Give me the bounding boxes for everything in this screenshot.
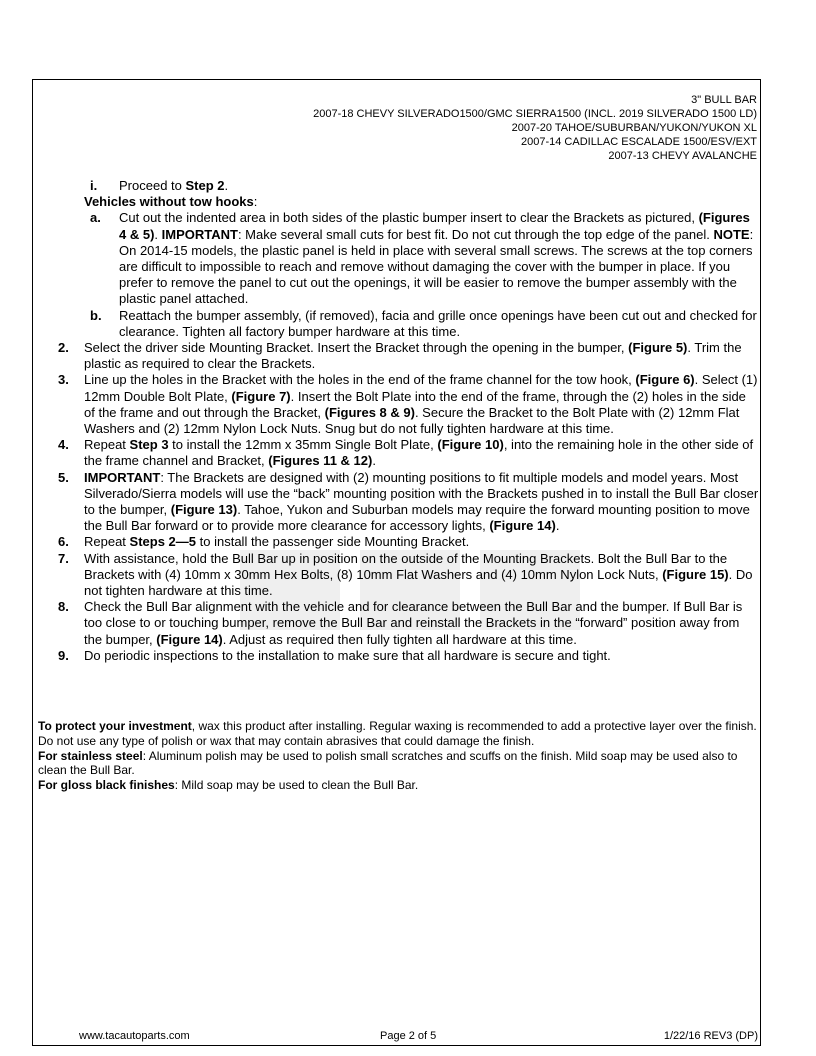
step-marker: 5.: [58, 469, 69, 485]
step-marker: 9.: [58, 647, 69, 663]
step-4: 4. Repeat Step 3 to install the 12mm x 35mm Single Bolt Plate, (Figure 10), into the remaining hole in the other side of the frame channel and Bracket, (Figures 11 & 12).: [58, 437, 754, 469]
step-6: 6. Repeat Steps 2—5 to install the passenger side Mounting Bracket.: [58, 534, 470, 550]
step-9: 9. Do periodic inspections to the installation to make sure that all hardware is secure and tight.: [58, 647, 611, 663]
instructions: [38, 178, 760, 664]
step-marker: 3.: [58, 372, 69, 388]
header-fitment-line: 2007-14 CADILLAC ESCALADE 1500/ESV/EXT: [520, 136, 757, 148]
footer-revision: 1/22/16 REV3 (DP): [663, 1030, 758, 1042]
care-paragraph-gloss-black: For gloss black finishes: Mild soap may be used to clean the Bull Bar.: [38, 778, 419, 793]
header-fitment-line: 2007-18 CHEVY SILVERADO1500/GMC SIERRA1500 (INCL. 2019 SILVERADO 1500 LD): [313, 108, 757, 120]
step-i: i. Proceed to Step 2.: [90, 178, 229, 193]
header-fitment-line: 2007-20 TAHOE/SUBURBAN/YUKON/YUKON XL: [511, 122, 757, 134]
header-fitment-line: 2007-13 CHEVY AVALANCHE: [608, 150, 757, 162]
step-b: b. Reattach the bumper assembly, (if removed), facia and grille once openings have been cut out and checked for clearance. Tighten all factory bumper hardware at this time.: [90, 307, 757, 339]
step-marker: 8.: [58, 599, 69, 615]
footer-page-number: Page 2 of 5: [380, 1030, 437, 1042]
step-marker: a.: [90, 210, 101, 226]
step-marker: i.: [90, 178, 98, 193]
section-heading: Vehicles without tow hooks:: [84, 194, 258, 210]
care-instructions: [38, 719, 760, 793]
step-marker: b.: [90, 307, 102, 323]
header-product-title: 3" BULL BAR: [691, 94, 757, 106]
document-header: [197, 93, 757, 163]
step-marker: 2.: [58, 340, 69, 356]
step-2: 2. Select the driver side Mounting Bracket. Insert the Bracket through the opening in the bumper, (Figure 5). Trim the plastic as required to clear the Brackets.: [58, 340, 742, 372]
step-marker: 4.: [58, 437, 69, 453]
step-marker: 6.: [58, 534, 69, 550]
step-7: 7. With assistance, hold the Bull Bar up in position on the outside of the Mounting Brackets. Bolt the Bull Bar to the Brackets with (4) 10mm x 30mm Hex Bolts, (8) 10mm Flat Washers and (4) 10mm Nylon Lock Nuts, (Figure 15). Do not tighten hardware at this time.: [58, 550, 753, 599]
step-5: 5. IMPORTANT: The Brackets are designed with (2) mounting positions to fit multiple models and model years. Most Silverado/Sierra models will use the “back” mounting position with the Brackets pushed in to install the Bull Bar closer to the bumper, (Figure 13). Tahoe, Yukon and Suburban models may require the forward mounting position to move the Bull Bar forward or to provide more clearance for accessory lights, (Figure 14).: [58, 469, 759, 534]
care-paragraph-stainless: For stainless steel: Aluminum polish may be used to polish small scratches and scuffs on the finish. Mild soap may be used also to clean the Bull Bar.: [38, 748, 738, 778]
footer-website: www.tacautoparts.com: [79, 1030, 190, 1042]
step-8: 8. Check the Bull Bar alignment with the vehicle and for clearance between the Bull Bar and the bumper. If Bull Bar is too close to or touching bumper, remove the Bull Bar and reinstall the Brackets in the “forward” position away from the bumper, (Figure 14). Adjust as required then fully tighten all hardware at this time.: [58, 599, 743, 647]
care-paragraph-wax: To protect your investment, wax this product after installing. Regular waxing is recommended to add a protective layer over the finish. Do not use any type of polish or wax that may contain abrasives that could damage the finish.: [38, 719, 757, 748]
step-a: a. Cut out the indented area in both sides of the plastic bumper insert to clear the Brackets as pictured, (Figures 4 & 5). IMPORTANT: Make several small cuts for best fit. Do not cut through the top edge of the panel. NOTE: On 2014-15 models, the plastic panel is held in place with several small screws. The screws at the top corners are difficult to impossible to reach and remove without damaging the cover with the bumper in place. If you prefer to remove the panel to cut out the openings, it will be easier to remove the bumper assembly with the plastic panel attached.: [90, 210, 754, 307]
step-marker: 7.: [58, 550, 69, 566]
step-3: 3. Line up the holes in the Bracket with the holes in the end of the frame channel for the tow hook, (Figure 6). Select (1) 12mm Double Bolt Plate, (Figure 7). Insert the Bolt Plate into the end of the frame, through the (2) holes in the side of the frame and out through the Bracket, (Figures 8 & 9). Secure the Bracket to the Bolt Plate with (2) 12mm Flat Washers and (2) 12mm Nylon Lock Nuts. Snug but do not fully tighten hardware at this time.: [58, 372, 758, 437]
